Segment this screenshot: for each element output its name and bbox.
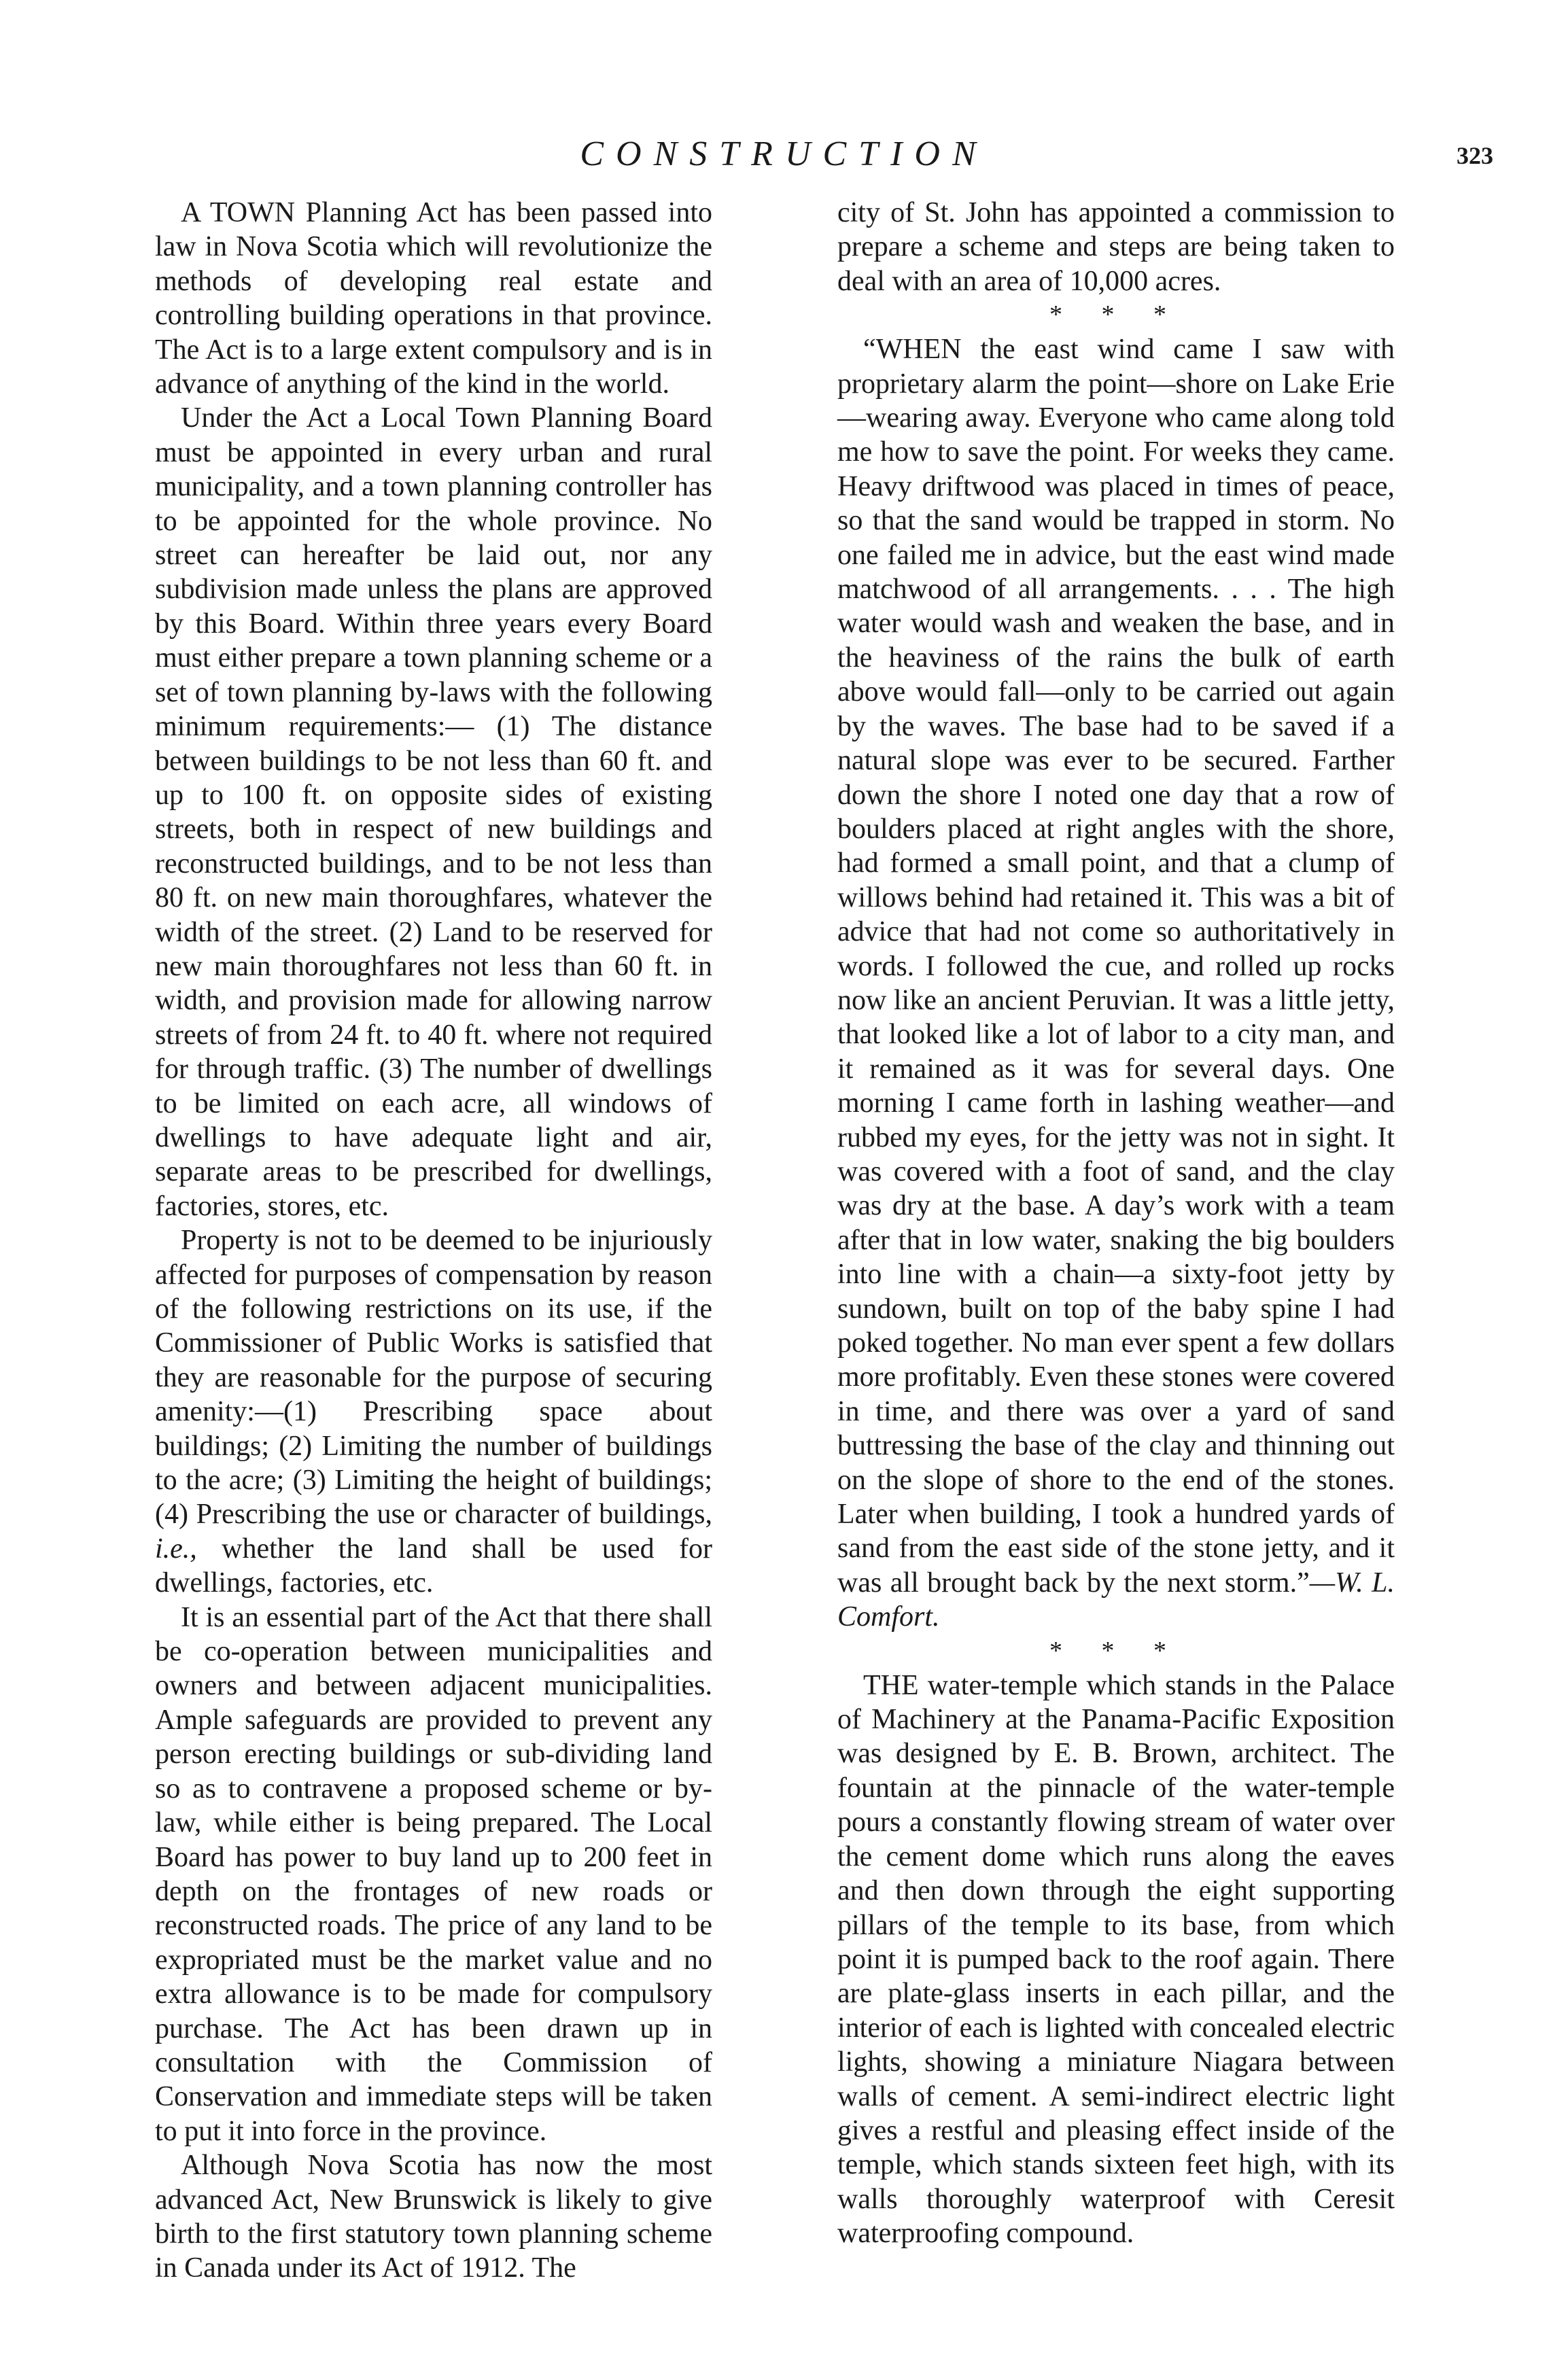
running-title: CONSTRUCTION xyxy=(580,135,988,173)
paragraph-water-temple: THE water-temple which stands in the Palace of Machinery at the Panama-Pacific Exposition was designed by E. B. Brown, architect. The fountain at the pinnacle of the water-temple pours a constantly flowing stream of water over the cement dome which runs along the eaves and then down through the eight supporting pillars of the temple to its base, from which point it is pumped back to the roof again. There are plate-glass inserts in each pillar, and the interior of each is lighted with concealed electric lights, showing a miniature Niagara between walls of cement. A semi-indirect electric light gives a restful and pleasing effect inside of the temple, which stands sixteen feet high, with its walls thoroughly waterproof with Ceresit waterproofing compound. xyxy=(837,1669,1395,2250)
paragraph-nova-scotia-new-brunswick: Although Nova Scotia has now the most advanced Act, New Brunswick is likely to give birth to the first statutory town planning scheme in Canada under its Act of 1912. The xyxy=(155,2150,712,2284)
quote-byline: —W. L. Comfort. xyxy=(837,1567,1395,1633)
page-number: 323 xyxy=(1457,142,1493,169)
ie-abbreviation: i.e., xyxy=(155,1533,197,1565)
paragraph-east-wind-quote xyxy=(837,332,1395,1634)
paragraph-cooperation: It is an essential part of the Act that there shall be co-operation between municipalities and owners and between adjacent municipalities. Ample safeguards are provided to prevent any person erecting buildings or sub-dividing land so as to contravene a proposed scheme or by-law, while either is being prepared. The Local Board has power to buy land up to 200 feet in depth on the frontages of new roads or reconstructed roads. The price of any land to be expropriated must be the market value and no extra allowance is to be made for compulsory purchase. The Act has been drawn up in consultation with the Commission of Conservation and immediate steps will be taken to put it into force in the province. xyxy=(155,1601,712,2147)
page-header xyxy=(0,130,1568,185)
quote-text: “WHEN the east wind came I saw with proprietary alarm the point—shore on Lake Erie—wearing away. Everyone who came along told me how to save the point. For weeks they came. Heavy driftwood was placed in times of peace, so that the sand would be trapped in storm. No one failed me in advice, but the east wind made matchwood of all arrangements. . . . The high water would wash and weaken the base, and in the heaviness of the rains the bulk of earth above would fall—only to be carried out again by the waves. The base had to be saved if a natural slope was ever to be secured. Farther down the shore I noted one day that a row of boulders placed at right angles with the shore, had formed a small point, and that a clump of willows behind had retained it. This was a bit of advice that had not come so authoritatively in words. I followed the cue, and rolled up rocks now like an ancient Peruvian. It was a little jetty, that looked like a lot of labor to a city man, and it remained as it was for several days. One morning I came forth in lashing weather—and rubbed my eyes, for the jetty was not in sight. It was covered with a foot of sand, and the clay was dry at the base. A day’s work with a team after that in low water, snaking the big boulders into line with a chain—a sixty-foot jetty by sundown, built on top of the baby spine I had poked together. No man ever spent a few dollars more profitably. Even these stones were covered in time, and there was over a yard of sand buttressing the base of the clay and thinning out on the slope of shore to the end of the stones. Later when building, I took a hundred yards of sand from the east side of the stone jetty, and it was all brought back by the next storm.” xyxy=(837,334,1395,1599)
paragraph-local-board-requirements: Under the Act a Local Town Planning Board must be appointed in every urban and rural municipality, and a town planning controller has to be appointed for the whole province. No street can hereafter be laid out, nor any subdivision made unless the plans are approved by this Board. Within three years every Board must either prepare a town planning scheme or a set of town planning by-laws with the following minimum requirements:— (1) The distance between buildings to be not less than 60 ft. and up to 100 ft. on opposite sides of existing streets, both in respect of new buildings and reconstructed buildings, and to be not less than 80 ft. on new main thoroughfares, whatever the width of the street. (2) Land to be reserved for new main thoroughfares not less than 60 ft. in width, and provision made for allowing narrow streets of from 24 ft. to 40 ft. where not required for through traffic. (3) The number of dwellings to be limited on each acre, all windows of dwellings to have adequate light and air, separate areas to be prescribed for dwellings, factories, stores, etc. xyxy=(155,402,712,1222)
paragraph-text: Property is not to be deemed to be injuriously affected for purposes of compensation by reason of the following restrictions on its use, if the Commissioner of Public Works is satisfied that they are reasonable for the purpose of securing amenity:—(1) Prescribing space about buildings; (2) Limiting the number of buildings to the acre; (3) Limiting the height of buildings; (4) Prescribing the use or character of buildings, xyxy=(155,1225,712,1531)
paragraph-town-planning-act: A TOWN Planning Act has been passed into law in Nova Scotia which will revolutionize the methods of developing real estate and controlling building operations in that province. The Act is to a large extent compulsory and is in advance of anything of the kind in the world. xyxy=(155,197,712,400)
section-separator: * * * xyxy=(1049,300,1183,330)
right-column xyxy=(837,196,1395,2251)
left-column xyxy=(155,196,712,2286)
paragraph-st-john-continued: city of St. John has appointed a commission to prepare a scheme and steps are being taken to deal with an area of 10,000 acres. xyxy=(837,197,1395,297)
paragraph-compensation-restrictions xyxy=(155,1223,712,1600)
section-separator: * * * xyxy=(1049,1636,1183,1665)
paragraph-text: whether the land shall be used for dwellings, factories, etc. xyxy=(155,1533,712,1599)
